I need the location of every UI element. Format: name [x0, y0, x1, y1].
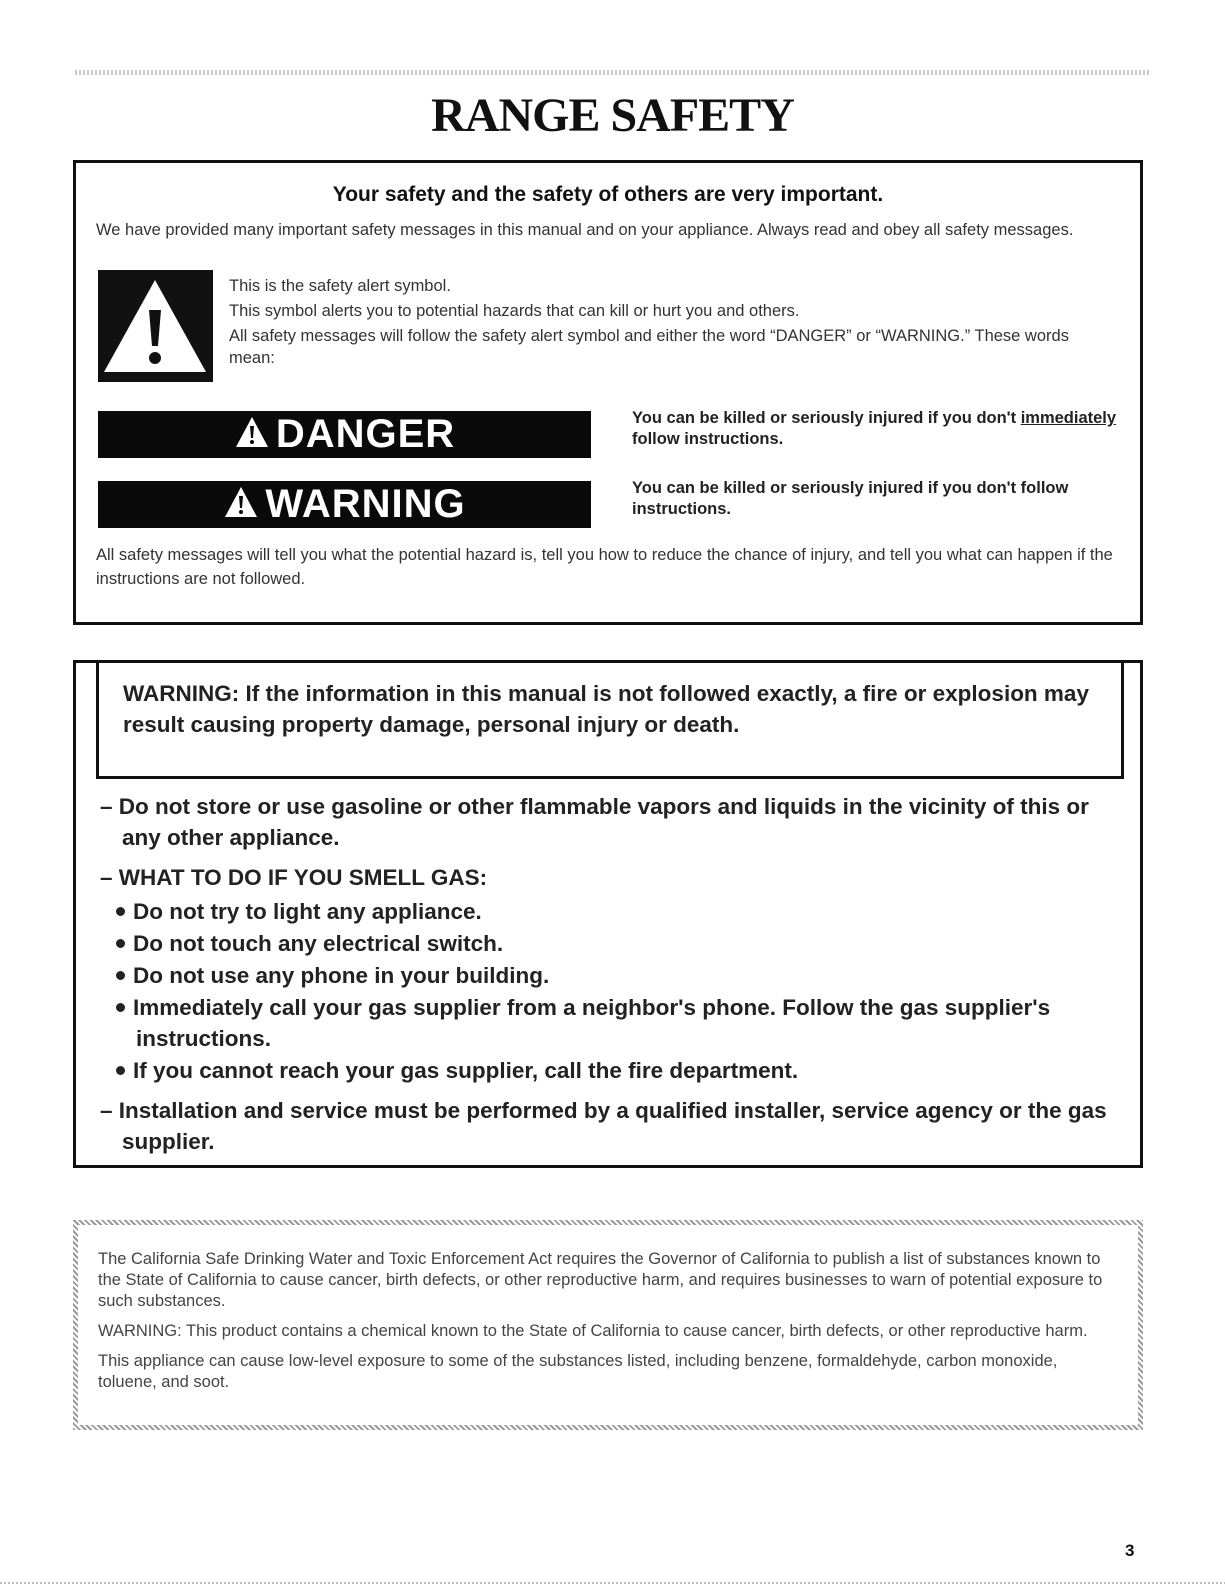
warning-signal-bar — [98, 481, 591, 528]
bullet-icon — [116, 907, 125, 916]
danger-desc-text-end: follow instructions. — [632, 430, 784, 448]
bottom-divider — [0, 1582, 1225, 1584]
danger-signal-bar — [98, 411, 591, 458]
page-number: 3 — [1125, 1541, 1135, 1560]
bullet-text: Do not use any phone in your building. — [133, 963, 550, 988]
alert-line: This is the safety alert symbol. — [229, 277, 451, 295]
bullet-icon — [116, 1066, 125, 1075]
bullet-item — [90, 1055, 1130, 1086]
bullet-icon — [116, 971, 125, 980]
page-title: RANGE SAFETY — [431, 89, 794, 142]
danger-label: DANGER — [275, 412, 456, 456]
bullet-item — [90, 928, 1130, 959]
smell-gas-bullets — [90, 896, 1130, 1086]
danger-description — [632, 408, 1132, 450]
alert-line: All safety messages will follow the safety alert symbol and either the word “DANGER” or “WARNING.” These words mean: — [229, 327, 1069, 367]
danger-desc-underlined: immediately — [1020, 409, 1117, 427]
california-paragraph: This appliance can cause low-level exposure to some of the substances listed, including benzene, formaldehyde, carbon monoxide, toluene, and soot. — [98, 1352, 1058, 1391]
warning-description: You can be killed or seriously injured if you don't follow instructions. — [632, 479, 1069, 518]
california-notice-text — [98, 1249, 1118, 1402]
gas-instructions-list — [90, 791, 1130, 1166]
top-divider — [75, 70, 1150, 75]
list-item: – Installation and service must be performed by a qualified installer, service agency or the gas supplier. — [100, 1098, 1107, 1154]
warning-triangle-icon — [234, 415, 270, 449]
alert-line: This symbol alerts you to potential hazards that can kill or hurt you and others. — [229, 302, 800, 320]
california-paragraph: The California Safe Drinking Water and Toxic Enforcement Act requires the Governor of California to publish a list of substances known to the State of California to cause cancer, birth defects, or other reproductive harm, and requires businesses to warn of potential exposure to such substances. — [98, 1250, 1103, 1310]
bullet-text: Immediately call your gas supplier from a neighbor's phone. Follow the gas supplier's instructions. — [133, 995, 1051, 1051]
safety-alert-icon — [98, 270, 213, 382]
gas-warning-box — [73, 660, 1143, 1168]
bullet-text: Do not try to light any appliance. — [133, 899, 482, 924]
warning-triangle-icon — [223, 485, 259, 519]
california-paragraph: WARNING: This product contains a chemical known to the State of California to cause cancer, birth defects, or other reproductive harm. — [98, 1322, 1088, 1340]
alert-symbol-explanation — [229, 275, 1089, 372]
bullet-icon — [116, 939, 125, 948]
bullet-icon — [116, 1003, 125, 1012]
safety-info-box — [73, 160, 1143, 625]
safety-heading: Your safety and the safety of others are very important. — [332, 183, 884, 206]
danger-desc-text: You can be killed or seriously injured if you don't — [632, 409, 1021, 427]
bullet-item — [90, 992, 1130, 1054]
safety-intro: We have provided many important safety messages in this manual and on your appliance. Always read and obey all safety messages. — [96, 221, 1074, 239]
bullet-text: Do not touch any electrical switch. — [133, 931, 504, 956]
california-notice-box — [73, 1220, 1143, 1430]
list-item: – Do not store or use gasoline or other flammable vapors and liquids in the vicinity of this or any other appliance. — [100, 794, 1089, 850]
bullet-item — [90, 960, 1130, 991]
bullet-text: If you cannot reach your gas supplier, call the fire department. — [133, 1058, 799, 1083]
safety-footer: All safety messages will tell you what the potential hazard is, tell you how to reduce the chance of injury, and tell you what can happen if the instructions are not followed. — [96, 546, 1113, 588]
gas-explosion-warning: WARNING: If the information in this manual is not followed exactly, a fire or explosion may result causing property damage, personal injury or death. — [96, 663, 1124, 779]
bullet-item — [90, 896, 1130, 927]
warning-label: WARNING — [265, 482, 466, 526]
list-item: – WHAT TO DO IF YOU SMELL GAS: — [100, 865, 488, 890]
